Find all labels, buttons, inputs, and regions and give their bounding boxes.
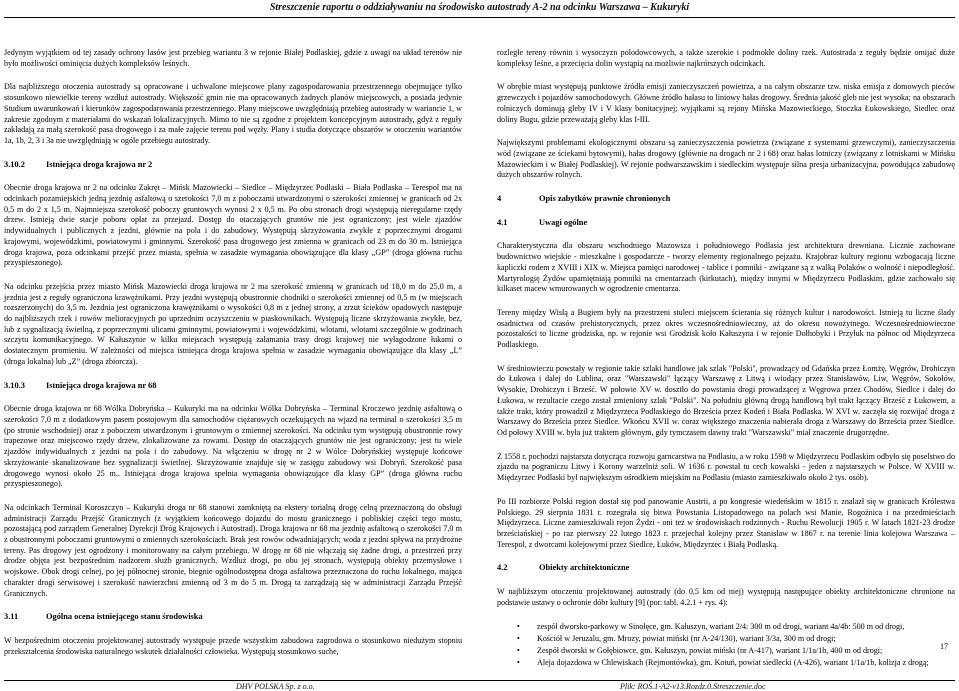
paragraph: W bezpośrednim otoczeniu projektowanej autostrady występuje przede wszystkim zabudowa zagrodowa o stosunkowo niedużym stopniu przekształcenia środowiska naturalnego wskutek działalności człowieka. Występują stosunkowo suche, xyxy=(4,635,462,656)
paragraph: Dla najbliższego otoczenia autostrady są opracowane i uchwalone miejscowe plany zagospodarowania przestrzennego obejmujące tylko stosunkowo niewielkie tereny wzdłuż autostrady. Większość gmin nie ma opracowanych żadnych planów miejscowych, a posiada jedynie Studium uwarunkowań i kierunków zagospodarowania przestrzennego. Plany miejscowe uwzględniają przebieg autostrady w wariancie 1, w zakresie zgodnym z materiałami do wskazań lokalizacyjnych. Mimo to nie są zgodne z projektem koncepcyjnym autostrady, gdyż z reguły zakładają za małą szerokość pasa drogowego i za małe zajęcie terenu pod węzły. Plany i studia dotyczące obszarów w otoczeniu wariantów 1a, 1b, 2, 3 i 3a nie uwzględniają w ogóle przebiegu autostrady. xyxy=(4,82,462,145)
footer-company: DHV POLSKA Sp. z o.o. xyxy=(236,682,315,691)
paragraph: Na odcinku przejścia przez miasto Mińsk Mazowiecki droga krajowa nr 2 ma szerokość zmienną w granicach od 18,0 m do 25,0 m, a jezdnia jest z reguły ograniczona krawężnikami. Przy jezdni występują obustronnie chodniki o szerokości zmiennej od 0,5 m (w miejscach rozszerzonych) do 3,5 m. Jezdnia jest ograniczona krawężnikami o wysokości 0,8 m z jednej strony, a zrzut ścieków opadowych następuje do najbliższych rzek i rowów melioracyjnych po uprzednim oczyszczeniu w piaskownikach. Występują liczne skrzyżowania zwykłe, bez, lub z sygnalizacją świetlną, z poprzecznymi ulicami gminnymi, powiatowymi i wojewódzkimi, wlotami, wlotami szczególnie w godzinach szczytu komunikacyjnego. W Kałuszynie w kilku miejscach występują załamania trasy drogi krajowej nie wyłagodzone łukami o dostatecznym promieniu. W zależności od miejsca istniejąca droga krajowa spełnia w zasadzie wymagania obowiązujące dla klasy „L” (droga lokalna) lub „Z” (droga zbiorcza). xyxy=(4,281,462,366)
paragraph: W średniowieczu powstały w regionie takie szlaki handlowe jak szlak "Polski", prowadzący od Gdańska przez Łomżę, Węgrów, Drohiczyn do Łukowa i dalej do Lublina, oraz "Warszawski" łączący Warszawę z Litwą i wiodący przez Stanisławów, Liw, Węgrów, Sokołów, Wysokie, Drohiczyn i Brześć. W połowie XV w. dosztło do powstania drogi prowadzącej z Węgrowa przez Chodów, Siedlce i dalej do Łukowa, w rezultacie czego został zmieniony szlak "Polski". Na południu główną drogą handlową był trakt łączący Brześć z Łukowem, a także trakt, który prowadził z Międzyrzeca Podlaskiego do Brześcia przez Kodeń i Biała Podlaska. W XVI w. zaczęła się rozwijać droga z Warszawy do Brześcia przez Siedlce. Wkońcu XVII w. coraz większego znaczenia nabierała droga z Warszawy do Brześcia przez Siedlce. Od połowy XVIII w. była już traktem głównym, gdy tymczasem dawny trakt "Warszawski" miał znaczenie drugorzędne. xyxy=(497,363,955,437)
list-item-text: Aleja dojazdowa w Chlewiskach (Rejmontówka), gm. Kotuń, powiat siedlecki (A-426), wariant 1/1a/1b, kolizja z drogą; xyxy=(537,657,929,667)
paragraph: Po III rozbiorze Polski region dostał się pod panowanie Austrii, a po kongresie wiedeńskim w 1815 r. znalazł się w granicach Królestwa Polskiego. 29 sierpnia 1831 r. rozegrała się bitwa Powstania Listopadowego na polach wsi Manie, Rogoźnica i na przedmieściach Międzyrzeca. Liczne zamieszkiwali rejon Żydzi - oni też w środowiskach rodzinnych - Ruchu Rewolucji 1905 r. W latach 1821-23 drodze brześciańskiej - po raz pierwszy 22 lutego 1823 r. przejechał kolejny przez Stanisław w 1867 r. na terenie linia kolejowa Warszawa – Terespol, z dworcami kolejowymi przez Siedlce, Łuków, Międzyrzec i Białą Podlaską. xyxy=(497,496,955,549)
list-item xyxy=(517,621,955,633)
header-rule xyxy=(4,17,955,18)
section-title: Opis zabytków prawnie chronionych xyxy=(539,194,671,204)
section-heading-4-2 xyxy=(497,563,955,574)
paragraph: Tereny między Wisłą a Bugiem były na przestrzeni stuleci miejscem ścierania się różnych kultur i narodowości. Istnieją tu liczne ślady osadnictwa od czasów prehistorycznych, przez okres wczesnośredniowieczny, aż do okresu nowożytnego. Wczesnośredniowieczne pozostałości to liczne grodziska, np. w rejonie wsi Grodzisk koło Kałuszyna i w rejonie Dołhobyki i Przyłuk na północ od Międzyrzeca Podlaskiego. xyxy=(497,307,955,350)
section-heading-4-1 xyxy=(497,218,955,229)
list-item xyxy=(517,645,955,657)
page-header: Streszczenie raportu o oddziaływaniu na środowisko autostrady A-2 na odcinku Warszawa – Kukuryki xyxy=(269,2,690,13)
list-item xyxy=(517,657,955,669)
section-number: 3.10.3 xyxy=(4,380,25,390)
list-item-text: Zespół dworski w Gołębiowce, gm. Kałuszyn, powiat miński (nr A-417), wariant 1/1a/1b, 400 m od drogi; xyxy=(537,646,883,656)
bullet-icon: • xyxy=(517,646,520,656)
paragraph: Największymi problemami ekologicznymi obszaru są zanieczyszczenia powietrza (związane z systemami grzewczymi), zanieczyszczenia wód (związane ze ściekami bytowymi), hałas drogowy (głównie na drogach nr 2 i 68) oraz hałas lotniczy (związany z lotniskami w Mińsku Mazowieckim i w Białej Podlaskiej). W rejonie podwarszawskim i siedleckim występuje silna presja urbanizacyjna, powodująca zabudowę dużych obszarów rolnych. xyxy=(497,138,955,180)
section-number: 4.2 xyxy=(497,563,508,573)
bullet-icon: • xyxy=(517,657,520,667)
paragraph: Obecnie droga krajowa nr 2 na odcinku Zakręt – Mińsk Mazowiecki – Siedlce – Międzyrzec Podlaski – Biała Podlaska – Terespol ma na odcinkach pozamiejskich jedną jezdnię asfaltową o szerokości 7,0 m z poboczami utwardzonymi o szerokości zmiennej w granicach od 2x 0,5 m do 2 x 1,5 m. Najmniejsza szerokość poboczy gruntowych wynosi 2 x 0,5 m. Po obu stronach drogi występują nieregularne rzędy drzew. Istnieją dwie stacje poboru opłat za przejazd. Dostęp do otaczających gruntów nie jest ograniczony; jest wiele zjazdów indywidualnych i publicznych z jezdni, głównie na pola i do zabudowy. Występują skrzyżowania zwykłe z poprzecznymi drogami krajowymi, wojewódzkimi, powiatowymi i gminnymi. Szerokość pasa drogowego jest zmienna w granicach od 23 m do 30 m. Istniejąca droga krajowa, poza odcinkami przejść przez miasta, spełnia w zasadzie wymagania obowiązujące dla klasy „GP” (droga główna ruchu przyspieszonego). xyxy=(4,183,462,268)
footer-rule xyxy=(4,680,955,681)
section-title: Ogólna ocena istniejącego stanu środowiska xyxy=(46,612,203,622)
right-column xyxy=(497,48,955,669)
paragraph: Obecnie droga krajowa nr 68 Wólka Dobryńska – Kukuryki ma na odcinku Wólka Dobryńska – Terminal Kroczewo jezdnię asfaltową o szerokości 7,0 m z dodatkowym pasem postojowym dla samochodów ciężarowych oczekujących na wjazd na terminal o szerokości 3,5 m (po stronie wschodniej) oraz z poboczem utwardzonym i gruntowym o zmiennej szerokości. Na odcinku tym występują obustronnie rowy trapezowe oraz miejscowo rzędy drzew, zlokalizowane za rowami. Dostęp do otaczających gruntów nie jest ograniczony; jest tu wiele zjazdów indywidualnych z jezdni na pola i do zabudowy. Na włączeniu w drogę nr 2 w Wólce Dobryńskiej występuje końcowe skrzyżowanie skanalizowane bez sygnalizacji świetlnej. Skrzyżowanie znajduje się w zasięgu zabudowy wsi Dobryń. Szerokość pasa drogowego wynosi około 25 m.. Istniejąca droga krajowa spełnia wymagania obowiązujące dla klasy GP” (droga główna ruchu przyspieszonego). xyxy=(4,404,462,489)
paragraph: W najbliższym otoczeniu projektowanej autostrady (do 0,5 km od niej) występują następujące obiekty architektoniczne chronione na podstawie ustawy o ochronie dóbr kultury [9] (por. tabl. 4.2.1 + rys. 4): xyxy=(497,587,955,607)
paragraph: Z 1558 r. pochodzi najstarsza dotycząca rozwoju garncarstwa na Podlasiu, a w roku 1598 w Międzyrzecu Podlaskim odbyło się poselstwo do zjazdu na pograniczu Litwy i Korony warzelniż soli. W 1636 r. powstał tu cech kowalski - jeden z najstarszych w Polsce. W XVIII w. Międzyrzec Podlaski był największym ośrodkiem miejskim na Podlasiu (miasto zamieszkiwało około 2 tys. osób). xyxy=(497,451,955,483)
section-heading-4 xyxy=(497,194,955,205)
list-item xyxy=(517,633,955,645)
list-item-text: zespół dworsko-parkowy w Sinołęce, gm. Kałuszyn, wariant 2/4: 300 m od drogi, wariant 4a/4b: 500 m od drogi, xyxy=(537,622,905,632)
list-item-text: Kościół w Jeruzalu, gm. Mrozy, powiat miński (nr A-24/130), wariant 3/3a, 300 m od drogi; xyxy=(537,634,836,644)
paragraph: W obrębie miast występują punktowe źródła emisji zanieczyszczeń powietrza, a na całym obszarze tzw. niska emisja z domowych pieców grzewczych i pojazdów samochodowych. Główne źródło hałasu to liniowy hałas drogowy. Średnia jakość gleb nie jest wysoka; na obszarach rolniczych dominują gleby IV i V klasy bonitacyjnej; wyjątkami są rejony Mińska Mazowieckiego, Stoczka Łukowskiego, Siedlec oraz doliny Bugu, gdzie przeważają gleby klas I-III. xyxy=(497,82,955,124)
section-heading-3-10-2 xyxy=(4,160,462,171)
page-number: 17 xyxy=(940,642,948,651)
left-column xyxy=(4,48,462,670)
paragraph: Na odcinkach Terminal Koroszczyn – Kukuryki droga nr 68 stanowi zamkniętą na ekstery torialną drogę celną przeznaczoną do obsługi administracji Zarządu Przejść Granicznych (z wyjątkiem końcowego dojazdu do mostu granicznego i pobliskiej części tego mostu, pozostającą pod zarządem Generalnej Dyrekcji Dróg Krajowych i Autostrad). Droga krajowa nr 68 ma jezdnię asfaltową o szerokości 7,0 m z obustronnymi poboczami gruntowymi o zmiennych szerokościach. Brak jest rowów odwadniających; woda z jezdni spływa na przydrożne tereny. Pas drogowy jest ogrodzony i monitorowany na całym przebiegu. W drogę nr 68 nie włączają się żadne drogi, a przestrzeń przy drodze objęta jest bezpośrednim nadzorem służb granicznych. Wzdłuż drogi, po obu jej stronach, występują obiekty przemysłowe i wojskowe. Obok drogi celnej, po jej północnej stronie, biegnie ogólnodostępna droga asfaltowa przeznaczona do ruchu lokalnego, mająca charakter drogi serwisowej i szerokość nawierzchni zmienną od 3 m do 5 m. Drogą ta zarządzają się w administracji Zarządu Przejść Granicznych. xyxy=(4,502,462,598)
paragraph: Charakterystyczna dla obszaru wschodniego Mazowsza i południowego Podlasia jest architektura drewniana. Licznie zachowane budownictwo wiejskie - mieszkalne i gospodarcze - tworzy elementy regionalnego pejzażu. Krajobraz kultury regionu wzbogacają liczne kapliczki rodem z XVIII i XIX w. Miejsca pamięci narodowej - tablice i pomniki - związane są z walką Polaków o wolność i niepodległość. Martyrologię Żydów upamiętniają pomniki na cmentarzach (kirkutach), między innymi w Międzyrzecu Podlaskim, gdzie zachowało się kilkaset macew wmurowanych w ogrodzenie cmentarza. xyxy=(497,241,955,294)
section-number: 3.10.2 xyxy=(4,159,25,169)
section-number: 4.1 xyxy=(497,217,508,227)
section-heading-3-10-3 xyxy=(4,381,462,392)
paragraph: Jedynym wyjątkiem od tej zasady ochrony lasów jest przebieg wariantu 3 w rejonie Białej Podlaskiej, gdzie z uwagi na układ terenów nie było możliwości ominięcia dużych kompleksów leśnych. xyxy=(4,48,462,68)
section-number: 3.11 xyxy=(4,612,19,622)
paragraph: rozległe tereny równin i wysoczyzn polodowcowych, a także szerokie i podmokłe doliny rzek. Autostrada z reguły będzie omijać duże kompleksy leśne, a przecięcia dolin wystąpią na możliwie najkrótszych odcinkach. xyxy=(497,48,955,68)
section-title: Istniejąca droga krajowa nr 68 xyxy=(46,380,157,390)
footer-filename: Plik: ROŚ.1-A2-v13.Rozdz.0.Streszczenie.doc xyxy=(620,682,766,691)
section-heading-3-11 xyxy=(4,612,462,623)
section-title: Uwagi ogólne xyxy=(539,217,588,227)
section-title: Obiekty architektoniczne xyxy=(539,563,630,573)
bullet-icon: • xyxy=(517,634,520,644)
bullet-icon: • xyxy=(517,622,520,632)
section-title: Istniejąca droga krajowa nr 2 xyxy=(46,159,153,169)
section-number: 4 xyxy=(497,194,502,204)
monument-list xyxy=(497,621,955,668)
